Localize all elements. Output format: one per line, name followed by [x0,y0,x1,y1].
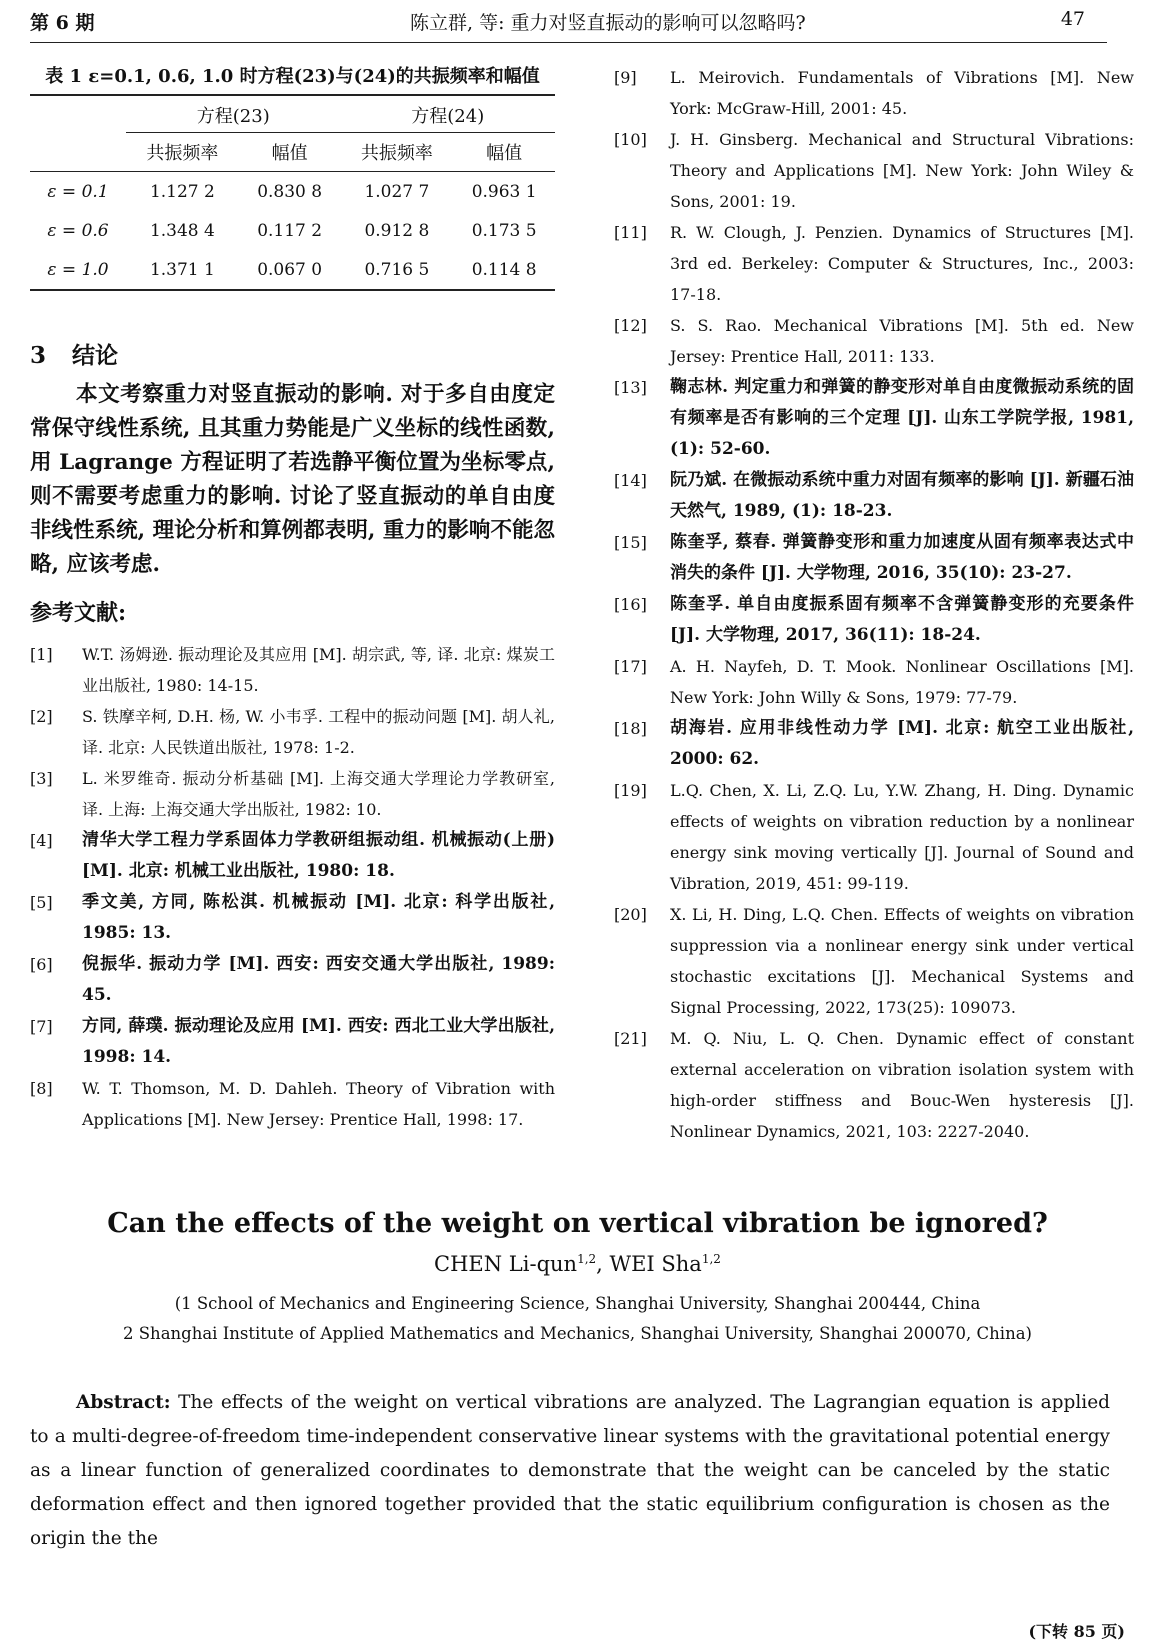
reference-item [614,899,1134,1023]
table-cell: 0.912 8 [364,220,430,241]
reference-item [30,763,555,825]
english-authors [0,1252,1155,1276]
reference-text: A. H. Nayfeh, D. T. Mook. Nonlinear Oscillations [M]. New York: John Willy & Sons, 1979: 77-79. [670,657,1134,707]
reference-item [30,701,555,763]
reference-text: L.Q. Chen, X. Li, Z.Q. Lu, Y.W. Zhang, H. Ding. Dynamic effects of weights on vibration reduction by a nonlinear energy sink moving vertically [J]. Journal of Sound and Vibration, 2019, 451: 99-119. [670,781,1134,893]
issue-number: 第 6 期 [30,12,95,34]
reference-number: [14] [614,471,647,490]
author-name: WEI Sha [609,1252,702,1276]
column-header: 幅值 [239,133,341,172]
row-label: ε = 0.1 [47,181,109,202]
reference-number: [20] [614,905,647,924]
reference-text: L. Meirovich. Fundamentals of Vibrations [M]. New York: McGraw-Hill, 2001: 45. [670,68,1134,118]
column-header: 共振频率 [126,133,239,172]
running-title: 陈立群, 等: 重力对竖直振动的影响可以忽略吗? [410,12,806,34]
affiliation-line-1: (1 School of Mechanics and Engineering Science, Shanghai University, Shanghai 200444, China [174,1294,981,1313]
reference-text: M. Q. Niu, L. Q. Chen. Dynamic effect of constant external acceleration on vibration isolation system with high-order stiffness and Bouc-Wen hysteresis [J]. Nonlinear Dynamics, 2021, 103: 2227-2040. [670,1029,1134,1141]
reference-number: [7] [30,1017,53,1036]
reference-number: [9] [614,68,637,87]
reference-text: W.T. 汤姆逊. 振动理论及其应用 [M]. 胡宗武, 等, 译. 北京: 煤炭工业出版社, 1980: 14-15. [82,645,555,695]
reference-item [614,124,1134,217]
reference-text: 阮乃斌. 在微振动系统中重力对固有频率的影响 [J]. 新疆石油天然气, 1989, (1): 18-23. [670,470,1134,521]
reference-number: [1] [30,645,53,664]
reference-item [614,310,1134,372]
reference-text: 鞠志林. 判定重力和弹簧的静变形对单自由度微振动系统的固有频率是否有影响的三个定理 [J]. 山东工学院学报, 1981, (1): 52-60. [670,377,1134,459]
reference-text: 倪振华. 振动力学 [M]. 西安: 西安交通大学出版社, 1989: 45. [82,954,555,1005]
section-number: 3 [30,342,47,369]
table-cell: 1.371 1 [149,259,215,280]
reference-item [614,62,1134,124]
reference-number: [13] [614,378,647,397]
author-affiliation-mark: 1,2 [577,1252,597,1266]
reference-item [30,887,555,949]
table-row [30,250,555,290]
left-column [30,62,555,1135]
right-column [614,62,1134,1147]
reference-text: 方同, 薛璞. 振动理论及应用 [M]. 西安: 西北工业大学出版社, 1998: 14. [82,1016,555,1067]
table-cell: 0.830 8 [257,181,323,202]
reference-item [30,949,555,1011]
reference-number: [18] [614,719,647,738]
reference-item [614,651,1134,713]
reference-number: [11] [614,223,647,242]
reference-number: [4] [30,831,53,850]
reference-text: S. S. Rao. Mechanical Vibrations [M]. 5th ed. New Jersey: Prentice Hall, 2011: 133. [670,316,1134,366]
group-header-eq23: 方程(23) [126,95,340,133]
table-row [30,211,555,250]
reference-number: [10] [614,130,647,149]
reference-text: R. W. Clough, J. Penzien. Dynamics of Structures [M]. 3rd ed. Berkeley: Computer & Structures, Inc., 2003: 17-18. [670,223,1134,304]
reference-text: 清华大学工程力学系固体力学教研组振动组. 机械振动(上册) [M]. 北京: 机械工业出版社, 1980: 18. [82,830,555,881]
reference-item [30,639,555,701]
reference-item [614,589,1134,651]
reference-number: [19] [614,781,647,800]
reference-item [614,713,1134,775]
table-cell: 1.127 2 [149,181,215,202]
reference-number: [6] [30,955,53,974]
reference-item [614,465,1134,527]
affiliation-line-2: 2 Shanghai Institute of Applied Mathematics and Mechanics, Shanghai University, Shanghai 200070, China) [123,1324,1032,1343]
table-cell: 1.348 4 [149,220,215,241]
reference-text: 陈奎孚. 单自由度振系固有频率不含弹簧静变形的充要条件 [J]. 大学物理, 2017, 36(11): 18-24. [670,594,1134,645]
english-title: Can the effects of the weight on vertical vibration be ignored? [107,1208,1048,1239]
author-affiliation-mark: 1,2 [701,1252,721,1266]
reference-number: [21] [614,1029,647,1048]
section-title: 结论 [72,342,118,369]
continued-note: (下转 85 页) [1028,1622,1125,1641]
table-cell: 0.963 1 [471,181,537,202]
author-separator: , [596,1252,610,1276]
column-header: 幅值 [453,133,555,172]
reference-item [614,217,1134,310]
table-cell: 0.114 8 [471,259,537,280]
reference-item [614,775,1134,899]
reference-text: 季文美, 方同, 陈松淇. 机械振动 [M]. 北京: 科学出版社, 1985: 13. [82,892,555,943]
row-label: ε = 0.6 [47,220,109,241]
table-cell: 0.067 0 [257,259,323,280]
reference-number: [8] [30,1079,53,1098]
group-header-eq24: 方程(24) [340,95,555,133]
reference-text: L. 米罗维奇. 振动分析基础 [M]. 上海交通大学理论力学教研室, 译. 上海: 上海交通大学出版社, 1982: 10. [82,769,555,819]
reference-number: [3] [30,769,53,788]
running-header [30,0,1107,43]
reference-item [614,1023,1134,1147]
reference-text: 胡海岩. 应用非线性动力学 [M]. 北京: 航空工业出版社, 2000: 62. [670,718,1134,769]
reference-item [30,825,555,887]
english-abstract [30,1386,1110,1556]
table-cell: 0.117 2 [257,220,323,241]
column-header: 共振频率 [340,133,453,172]
reference-number: [2] [30,707,53,726]
table-row [30,172,555,212]
reference-number: [5] [30,893,53,912]
table-cell: 0.716 5 [364,259,430,280]
row-label: ε = 1.0 [47,259,109,280]
references-heading: 参考文献: [30,600,127,626]
reference-text: 陈奎孚, 蔡春. 弹簧静变形和重力加速度从固有频率表达式中消失的条件 [J]. 大学物理, 2016, 35(10): 23-27. [670,532,1134,583]
results-table [30,94,555,291]
reference-text: W. T. Thomson, M. D. Dahleh. Theory of Vibration with Applications [M]. New Jersey: Prentice Hall, 1998: 17. [82,1079,555,1129]
reference-item [614,372,1134,465]
table-cell: 0.173 5 [471,220,537,241]
section-heading [30,337,555,370]
abstract-label: Abstract: [76,1392,171,1413]
reference-item [614,527,1134,589]
reference-text: S. 铁摩辛柯, D.H. 杨, W. 小韦孚. 工程中的振动问题 [M]. 胡人礼, 译. 北京: 人民铁道出版社, 1978: 1-2. [82,707,555,757]
reference-item [30,1073,555,1135]
reference-number: [12] [614,316,647,335]
reference-number: [15] [614,533,647,552]
author-name: CHEN Li-qun [434,1252,578,1276]
reference-item [30,1011,555,1073]
conclusion-paragraph: 本文考察重力对竖直振动的影响. 对于多自由度定常保守线性系统, 且其重力势能是广义坐标的线性函数, 用 Lagrange 方程证明了若选静平衡位置为坐标零点, 则不需要考虑重力的影响. 讨论了竖直振动的单自由度非线性系统, 理论分析和算例都表明, 重力的影响不能忽略, 应该考虑. [30,382,555,577]
reference-number: [16] [614,595,647,614]
table-caption: 表 1 ε=0.1, 0.6, 1.0 时方程(23)与(24)的共振频率和幅值 [45,66,540,87]
abstract-text: The effects of the weight on vertical vibrations are analyzed. The Lagrangian equation is applied to a multi-degree-of-freedom time-independent conservative linear systems with the gravitational potential energy as a linear function of generalized coordinates to demonstrate that the weight can be canceled by the static deformation effect and then ignored together provided that the static equilibrium configuration is chosen as the origin the the [30,1392,1110,1549]
table-cell: 1.027 7 [364,181,430,202]
reference-text: X. Li, H. Ding, L.Q. Chen. Effects of weights on vibration suppression via a nonlinear energy sink under vertical stochastic excitations [J]. Mechanical Systems and Signal Processing, 2022, 173(25): 109073. [670,905,1134,1017]
reference-text: J. H. Ginsberg. Mechanical and Structural Vibrations: Theory and Applications [M]. New York: John Wiley & Sons, 2001: 19. [670,130,1134,211]
page-number: 47 [1060,8,1085,30]
reference-number: [17] [614,657,647,676]
